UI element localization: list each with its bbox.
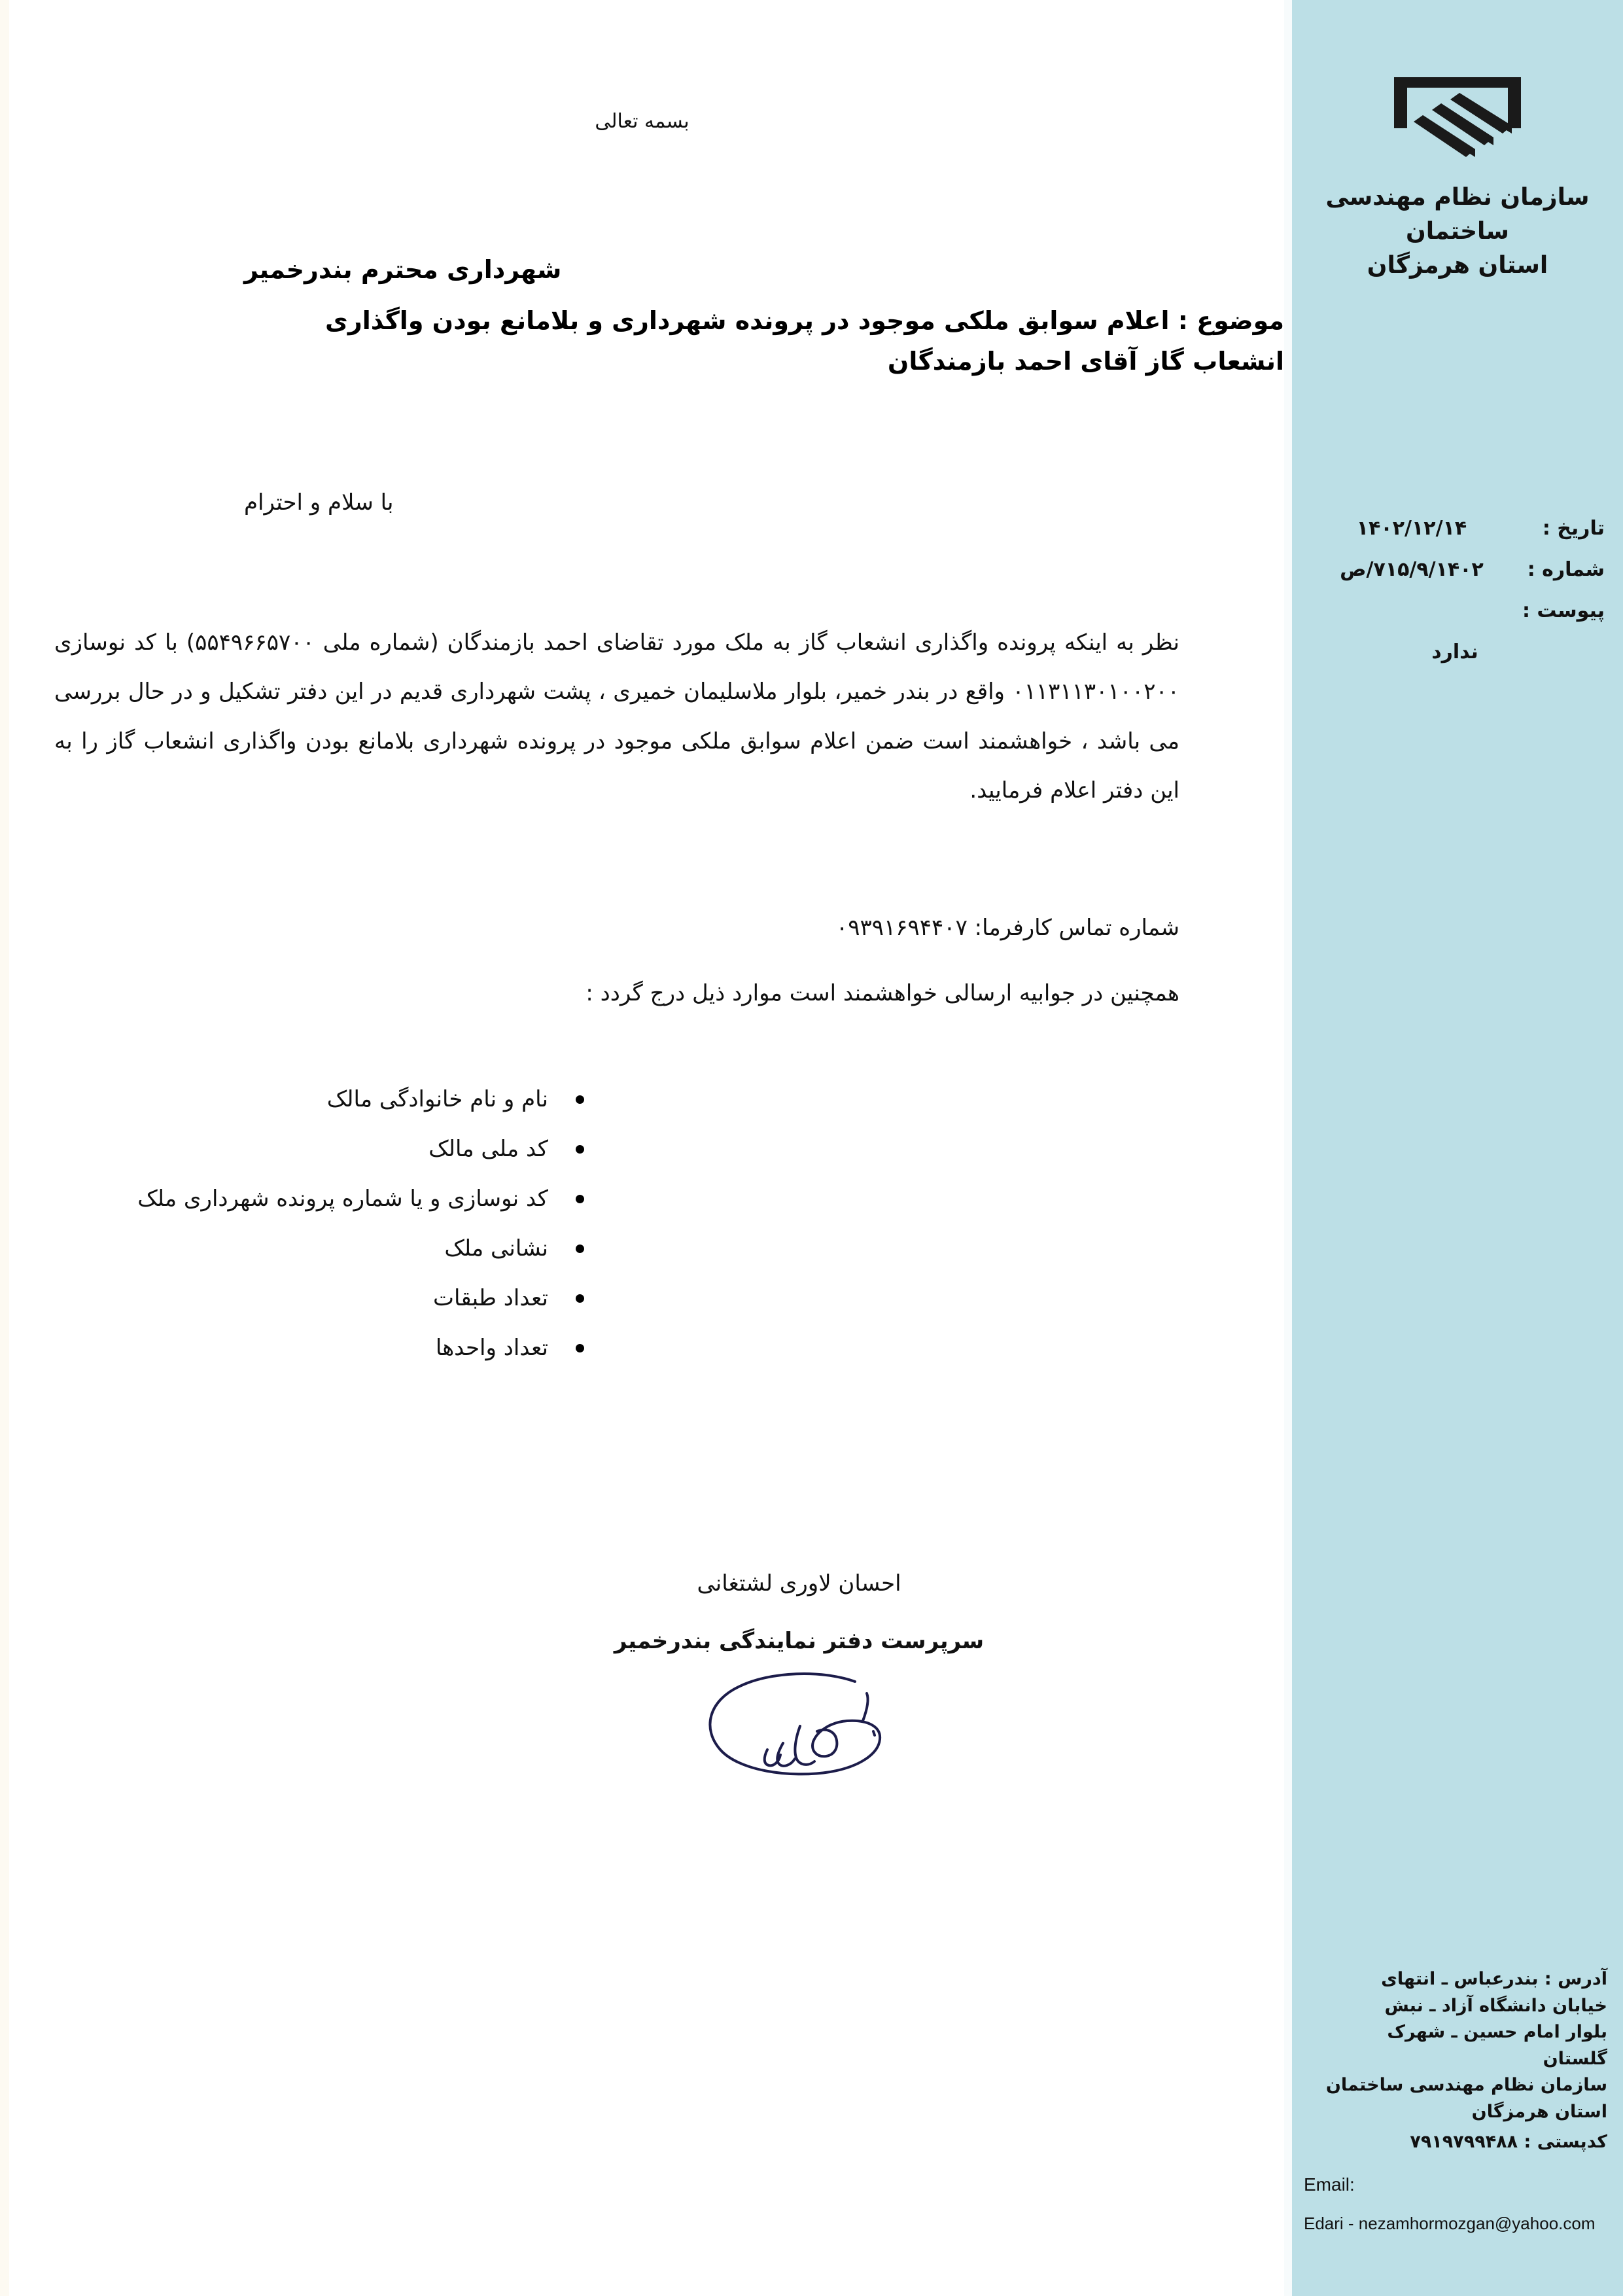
address-line-4: گلستان [1543,2048,1607,2069]
building-roofs-logo-icon [1382,65,1533,164]
address-line-1: آدرس : بندرعباس ـ انتهای [1381,1969,1607,1989]
organization-name-line1: سازمان نظام مهندسی ساختمان [1325,184,1590,245]
meta-row-date [1305,517,1605,540]
signature-block [0,1570,1284,1782]
list-item-label: نام و نام خانوادگی مالک [326,1086,548,1112]
date-label: تاریخ : [1542,517,1605,540]
subject-line: موضوع : اعلام سوابق ملکی موجود در پرونده شهرداری و بلامانع بودن واگذاری انشعاب گاز آقای احمد بازمندگان [325,306,1284,376]
bullet-dot-icon [576,1095,584,1104]
handwritten-signature-icon [691,1658,907,1782]
sidebar-divider [1284,0,1292,2296]
list-item [0,1136,1284,1162]
body-paragraph: نظر به اینکه پرونده واگذاری انشعاب گاز به ملک مورد تقاضای احمد بازمندگان (شماره ملی ۵۵۴۹۶۶۵۷۰۰) با کد نوسازی ۰۱۱۳۱۱۳۰۱۰۰۲۰۰ واقع در بندر خمیر، بلوار ملاسلیمان خمیری ، پشت شهرداری قدیم در این دفتر تشکیل و در حال بررسی می باشد ، خواهشمند است ضمن اعلام سوابق ملکی موجود در پرونده شهرداری بلامانع بودن واگذاری انشعاب گاز را به این دفتر اعلام فرمایید. [54,629,1179,804]
bullet-dot-icon [576,1294,584,1303]
list-item [0,1335,1284,1361]
attachment-value: ندارد [1431,641,1478,663]
letter-meta-block [1292,517,1623,663]
email-label: Email: [1304,2174,1355,2195]
organization-name-line2: استان هرمزگان [1367,252,1548,279]
bullet-dot-icon [576,1195,584,1203]
letterhead-footer [1292,1966,1623,2234]
logo-block [1292,65,1623,283]
bullet-dot-icon [576,1245,584,1253]
meta-row-attachment [1305,599,1605,622]
bismillah-heading: بسمه تعالی [595,110,689,133]
employer-phone-line: شماره تماس کارفرما: ۰۹۳۹۱۶۹۴۴۰۷ [835,915,1179,941]
followup-instruction-line: همچنین در جوابیه ارسالی خواهشمند است موارد ذیل درج گردد : [585,980,1179,1006]
postal-code: کدپستی : ۷۹۱۹۷۹۹۴۸۸ [1410,2132,1607,2152]
meta-row-number [1305,558,1605,581]
address-line-5: سازمان نظام مهندسی ساختمان [1325,2075,1607,2095]
list-item-label: نشانی ملک [444,1235,548,1262]
number-label: شماره : [1527,558,1605,581]
list-item-label: کد نوسازی و یا شماره پرونده شهرداری ملک [137,1186,548,1212]
list-item-label: تعداد طبقات [433,1285,548,1311]
requested-fields-list [0,1086,1284,1385]
date-value: ۱۴۰۲/۱۲/۱۴ [1356,517,1467,540]
signer-role: سرپرست دفتر نمایندگی بندرخمیر [614,1628,985,1654]
signer-name: احسان لاوری لشتغانی [697,1570,901,1597]
address-line-6: استان هرمزگان [1471,2101,1607,2122]
bullet-dot-icon [576,1344,584,1352]
letterhead-sidebar [1292,0,1623,2296]
bullet-dot-icon [576,1145,584,1154]
email-value[interactable]: Edari - nezamhormozgan@yahoo.com [1304,2214,1596,2233]
address-line-2: خیابان دانشگاه آزاد ـ نبش [1384,1995,1607,2016]
attachment-label: پیوست : [1522,599,1605,622]
list-item [0,1235,1284,1262]
list-item-label: کد ملی مالک [428,1136,548,1162]
address-line-3: بلوار امام حسین ـ شهرک [1387,2022,1607,2042]
greeting-line: با سلام و احترام [244,489,394,516]
addressee-line: شهرداری محترم بندرخمیر [244,255,562,284]
list-item [0,1186,1284,1212]
list-item [0,1285,1284,1311]
list-item-label: تعداد واحدها [435,1335,548,1361]
number-value: ۷۱۵/۹/۱۴۰۲/ص [1340,558,1484,581]
list-item [0,1086,1284,1112]
